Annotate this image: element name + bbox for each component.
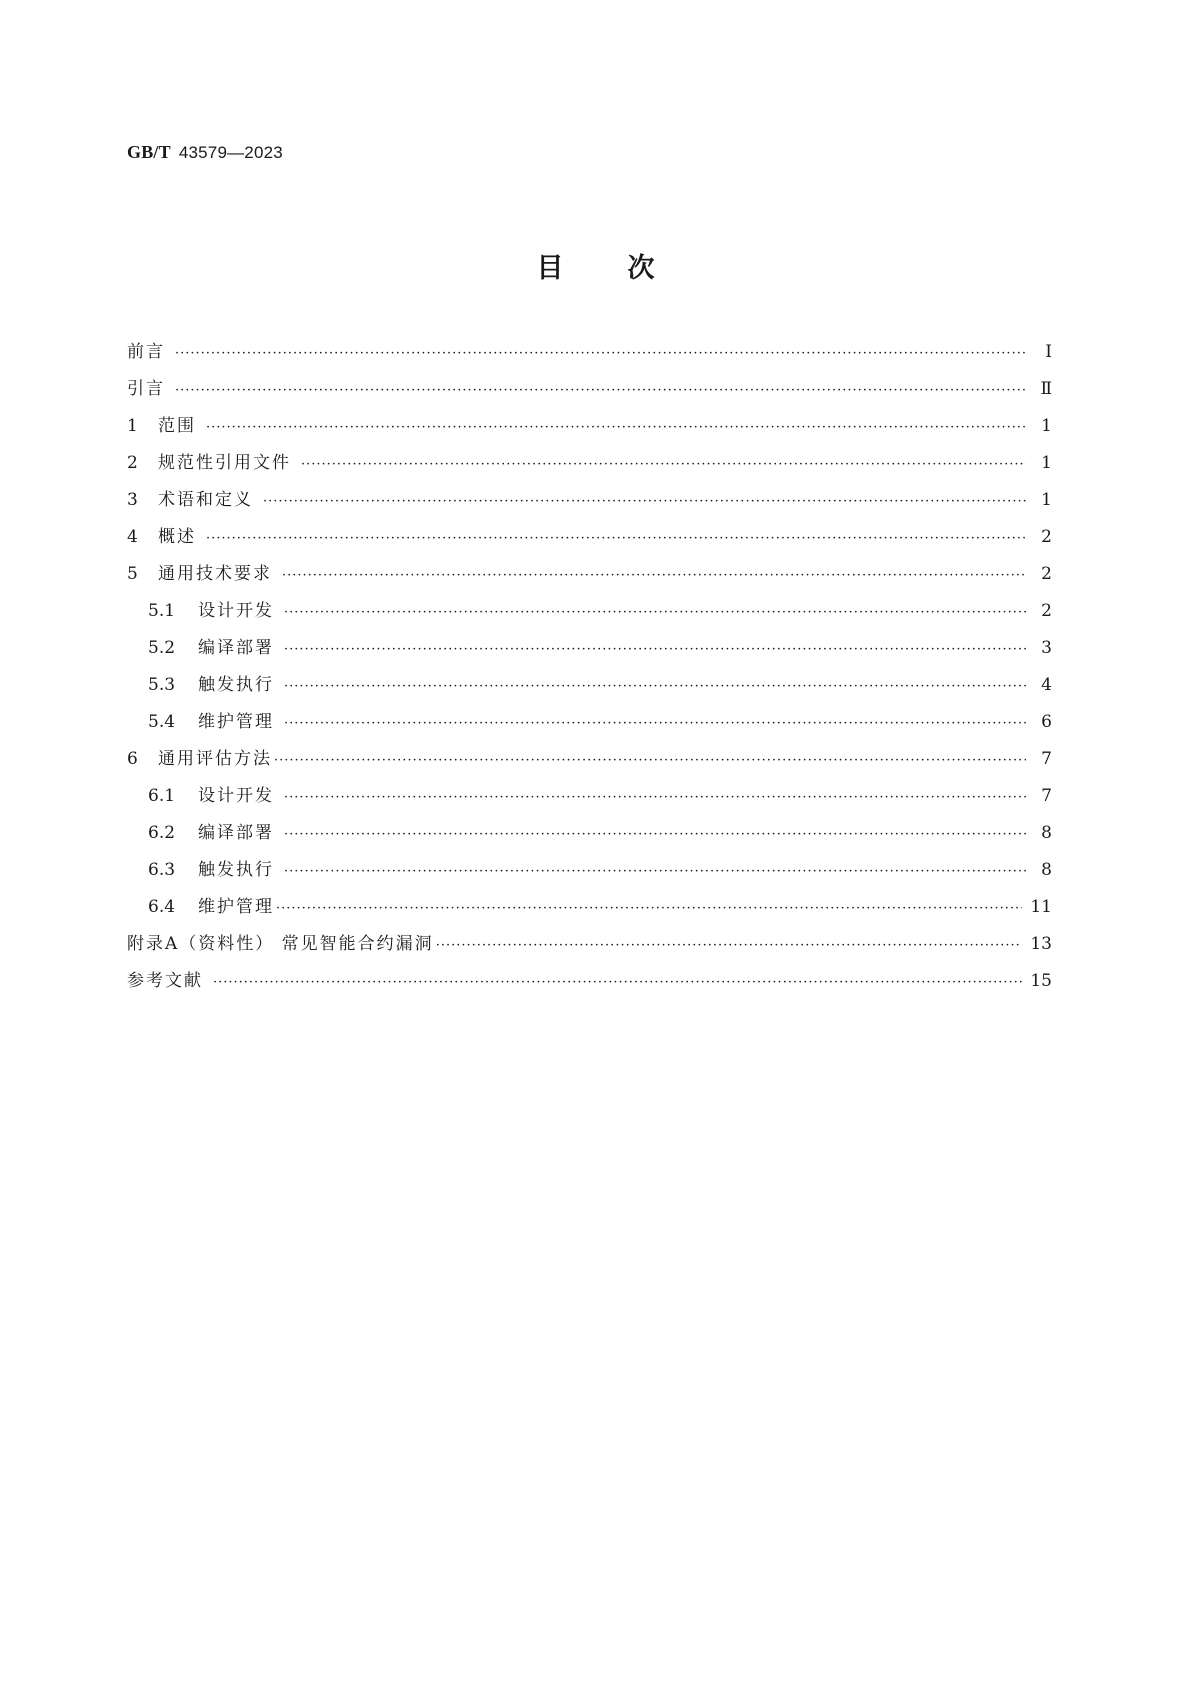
toc-entry-5-3[interactable] (127, 673, 1052, 710)
toc-entry-page: 8 (1041, 823, 1052, 843)
toc-entry-bibliography[interactable] (127, 969, 1052, 1006)
toc-entry-label: 术语和定义 (158, 490, 253, 510)
toc-entry-3[interactable] (127, 488, 1052, 525)
toc-entry-appendix-a[interactable] (127, 932, 1052, 969)
toc-leader-dots (263, 490, 1026, 514)
toc-entry-page: 7 (1041, 786, 1052, 806)
toc-entry-number: 5 (127, 564, 138, 584)
toc-leader-dots (282, 564, 1026, 588)
toc-leader-dots (175, 342, 1026, 366)
toc-entry-page: 3 (1041, 638, 1052, 658)
toc-leader-dots (206, 527, 1026, 551)
toc-entry-page: 11 (1030, 897, 1052, 917)
toc-leader-dots (213, 971, 1022, 995)
toc-leader-dots (284, 786, 1026, 810)
toc-entry-5-1[interactable] (127, 599, 1052, 636)
toc-entry-number: 5.2 (148, 638, 176, 658)
toc-entry-number: 3 (127, 490, 138, 510)
toc-entry-page: 1 (1041, 490, 1052, 510)
toc-entry-page: 8 (1041, 860, 1052, 880)
toc-entry-page: 4 (1041, 675, 1052, 695)
table-of-contents (127, 340, 1052, 1006)
standard-number: 43579—2023 (178, 143, 283, 162)
toc-entry-label: 参考文献 (127, 971, 203, 991)
toc-leader-dots (436, 934, 1023, 958)
toc-entry-label: 编译部署 (198, 638, 274, 658)
toc-entry-page: Ⅰ (1045, 342, 1052, 362)
toc-entry-page: 15 (1030, 971, 1052, 991)
toc-entry-number: 4 (127, 527, 138, 547)
toc-leader-dots (301, 453, 1026, 477)
toc-entry-label: 通用评估方法 (158, 749, 272, 769)
toc-entry-6-2[interactable] (127, 821, 1052, 858)
toc-entry-5-4[interactable] (127, 710, 1052, 747)
toc-entry-4[interactable] (127, 525, 1052, 562)
toc-entry-5[interactable] (127, 562, 1052, 599)
toc-leader-dots (206, 416, 1026, 440)
toc-entry-label: 触发执行 (198, 675, 274, 695)
toc-title-char-2: 次 (627, 253, 655, 284)
toc-entry-6-3[interactable] (127, 858, 1052, 895)
toc-entry-label: 前言 (127, 342, 165, 362)
toc-entry-foreword[interactable] (127, 340, 1052, 377)
toc-entry-number: 5.4 (148, 712, 176, 732)
toc-entry-page: 7 (1041, 749, 1052, 769)
toc-leader-dots (284, 675, 1026, 699)
toc-entry-label: 设计开发 (198, 786, 274, 806)
toc-entry-number: 6 (127, 749, 138, 769)
toc-entry-number: 6.4 (148, 897, 176, 917)
toc-title-char-1: 目 (536, 253, 564, 284)
toc-leader-dots (284, 823, 1026, 847)
toc-entry-label: 设计开发 (198, 601, 274, 621)
toc-entry-label: 通用技术要求 (158, 564, 272, 584)
toc-entry-label: 维护管理 (198, 712, 274, 732)
toc-entry-label: 编译部署 (198, 823, 274, 843)
toc-entry-number: 6.1 (148, 786, 176, 806)
toc-entry-label: 规范性引用文件 (158, 453, 291, 473)
toc-entry-5-2[interactable] (127, 636, 1052, 673)
toc-entry-number: 1 (127, 416, 138, 436)
toc-entry-6-1[interactable] (127, 784, 1052, 821)
toc-entry-number: 5.1 (148, 601, 176, 621)
toc-entry-label: 维护管理 (198, 897, 274, 917)
toc-entry-number: 6.3 (148, 860, 176, 880)
toc-entry-label: 引言 (127, 379, 165, 399)
toc-entry-number: 6.2 (148, 823, 176, 843)
toc-leader-dots (284, 860, 1026, 884)
toc-entry-page: 2 (1041, 564, 1052, 584)
standard-prefix: GB/T (127, 142, 171, 162)
toc-entry-label: 附录A（资料性） 常见智能合约漏洞 (127, 934, 434, 954)
toc-leader-dots (175, 379, 1026, 403)
toc-entry-page: 1 (1041, 416, 1052, 436)
toc-leader-dots (284, 638, 1026, 662)
toc-entry-number: 5.3 (148, 675, 176, 695)
toc-title (0, 246, 1191, 285)
toc-leader-dots (274, 749, 1026, 773)
toc-entry-label: 概述 (158, 527, 196, 547)
toc-leader-dots (276, 897, 1022, 921)
toc-entry-6[interactable] (127, 747, 1052, 784)
toc-entry-2[interactable] (127, 451, 1052, 488)
toc-entry-page: 6 (1041, 712, 1052, 732)
toc-entry-page: 13 (1030, 934, 1052, 954)
toc-entry-number: 2 (127, 453, 138, 473)
toc-entry-label: 范围 (158, 416, 196, 436)
toc-entry-label: 触发执行 (198, 860, 274, 880)
toc-leader-dots (284, 712, 1026, 736)
toc-entry-page: 2 (1041, 527, 1052, 547)
toc-entry-page: Ⅱ (1040, 379, 1052, 399)
toc-entry-page: 2 (1041, 601, 1052, 621)
toc-entry-6-4[interactable] (127, 895, 1052, 932)
standard-code (127, 142, 283, 163)
toc-entry-page: 1 (1041, 453, 1052, 473)
toc-entry-1[interactable] (127, 414, 1052, 451)
toc-leader-dots (284, 601, 1026, 625)
toc-entry-introduction[interactable] (127, 377, 1052, 414)
